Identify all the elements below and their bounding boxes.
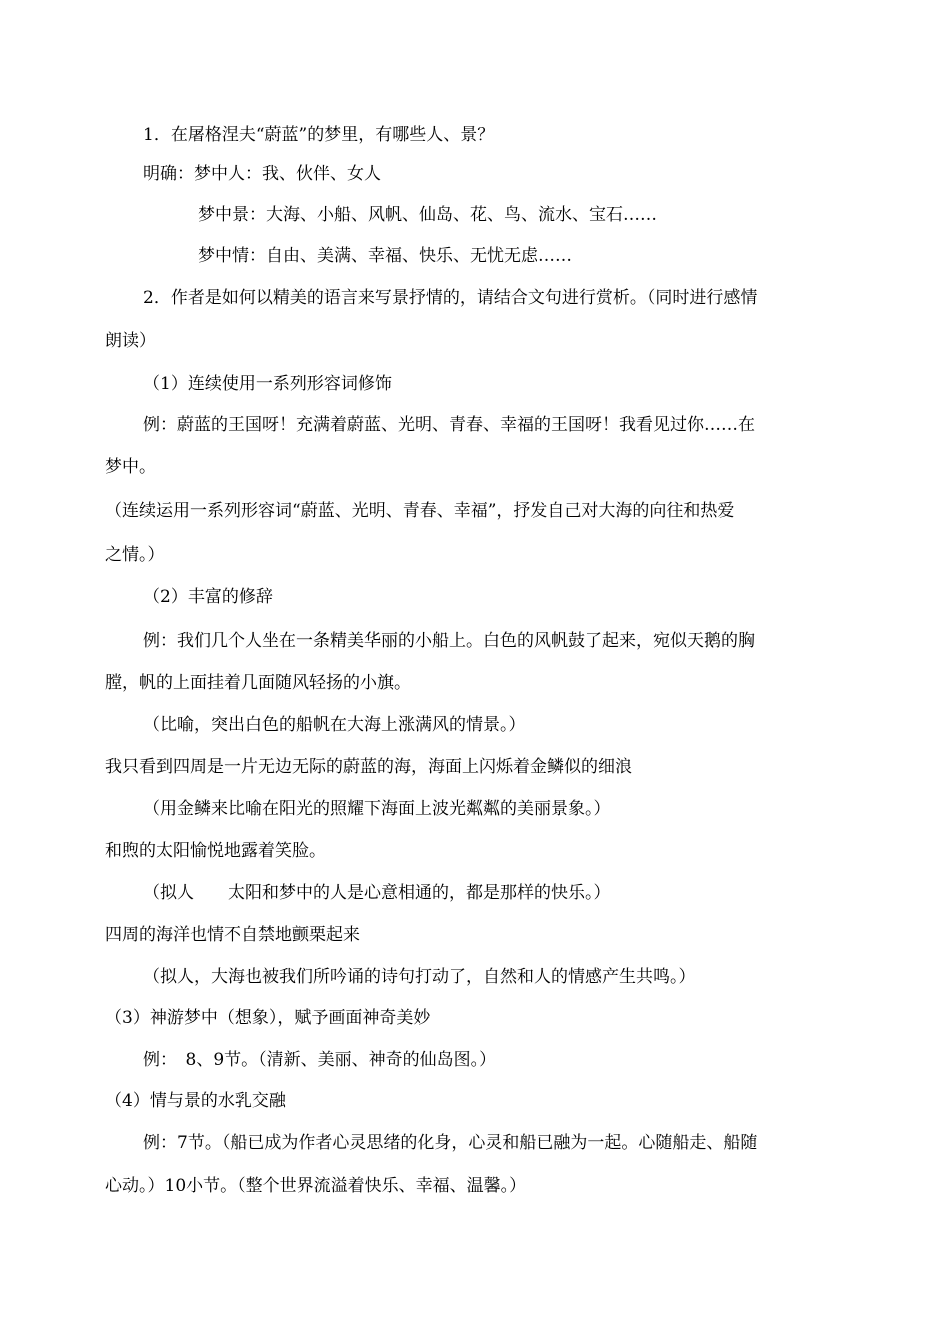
- point-1-example-cont: 梦中。: [105, 457, 156, 477]
- question-2-cont: 朗读）: [105, 331, 156, 351]
- point-1-note: （连续运用一系列形容词“蔚蓝、光明、青春、幸福”，抒发自己对大海的向往和热爱: [105, 501, 735, 521]
- point-4-heading: （4）情与景的水乳交融: [105, 1091, 286, 1111]
- sea-sentence: 我只看到四周是一片无边无际的蔚蓝的海，海面上闪烁着金鳞似的细浪: [105, 757, 632, 777]
- question-1: 1．在屠格涅夫“蔚蓝”的梦里，有哪些人、景？: [143, 125, 495, 145]
- question-2: 2．作者是如何以精美的语言来写景抒情的，请结合文句进行赏析。（同时进行感情: [143, 288, 758, 308]
- metaphor-note-1: （比喻，突出白色的船帆在大海上涨满风的情景。）: [143, 715, 526, 735]
- point-2-heading: （2）丰富的修辞: [143, 587, 273, 607]
- point-3-example: 例： 8、9节。（清新、美丽、神奇的仙岛图。）: [143, 1050, 497, 1070]
- personification-note-2: （拟人，大海也被我们所吟诵的诗句打动了，自然和人的情感产生共鸣。）: [143, 967, 696, 987]
- personification-note-1: （拟人 太阳和梦中的人是心意相通的，都是那样的快乐。）: [143, 883, 611, 903]
- point-2-example: 例：我们几个人坐在一条精美华丽的小船上。白色的风帆鼓了起来，宛似天鹅的胸: [143, 631, 755, 651]
- answer-people: 明确：梦中人：我、伙伴、女人: [143, 164, 381, 184]
- point-1-note-cont: 之情。）: [105, 545, 165, 565]
- answer-feeling: 梦中情：自由、美满、幸福、快乐、无忧无虑……: [198, 246, 572, 266]
- point-1-example: 例：蔚蓝的王国呀！充满着蔚蓝、光明、青春、幸福的王国呀！我看见过你……在: [143, 415, 755, 435]
- answer-scenery: 梦中景：大海、小船、风帆、仙岛、花、鸟、流水、宝石……: [198, 205, 657, 225]
- ocean-sentence: 四周的海洋也情不自禁地颤栗起来: [105, 925, 360, 945]
- point-2-example-cont: 膛，帆的上面挂着几面随风轻扬的小旗。: [105, 673, 411, 693]
- point-4-example: 例：7节。（船已成为作者心灵思绪的化身，心灵和船已融为一起。心随船走、船随: [143, 1133, 758, 1153]
- metaphor-note-2: （用金鳞来比喻在阳光的照耀下海面上波光粼粼的美丽景象。）: [143, 799, 611, 819]
- point-4-example-cont: 心动。）10小节。（整个世界流溢着快乐、幸福、温馨。）: [105, 1176, 527, 1196]
- point-3-heading: （3）神游梦中（想象），赋予画面神奇美妙: [105, 1008, 431, 1028]
- point-1-heading: （1）连续使用一系列形容词修饰: [143, 374, 392, 394]
- sun-sentence: 和煦的太阳愉悦地露着笑脸。: [105, 841, 326, 861]
